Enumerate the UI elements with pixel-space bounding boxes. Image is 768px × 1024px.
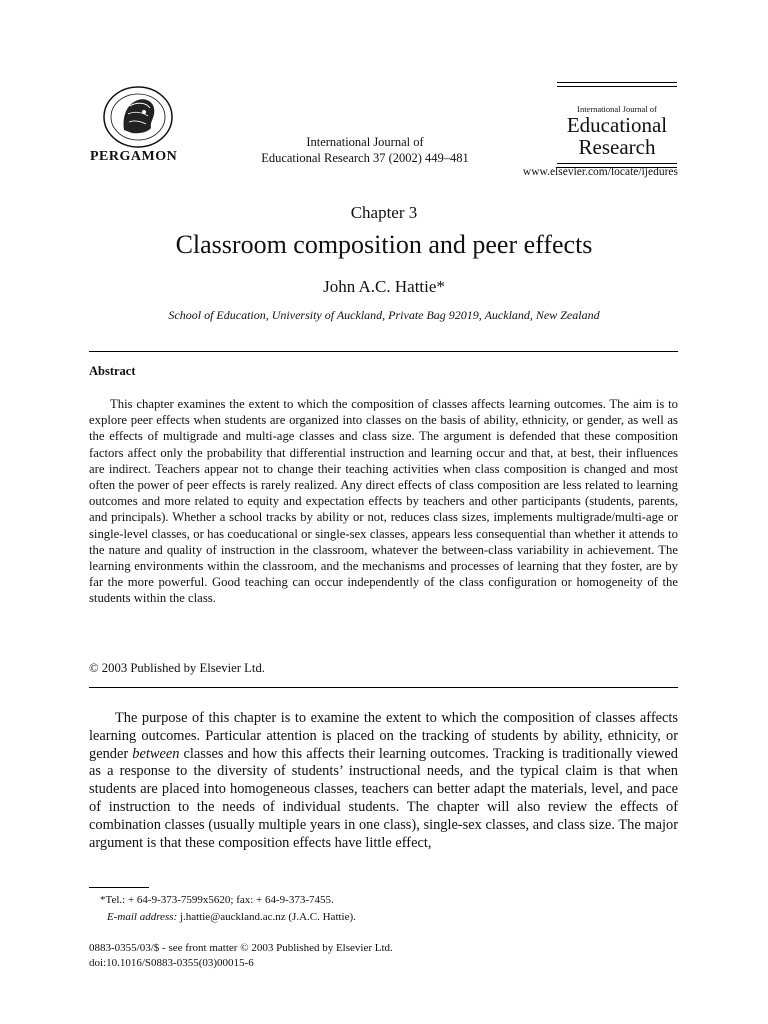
journal-ref-line1: International Journal of <box>306 135 424 149</box>
journal-url[interactable]: www.elsevier.com/locate/ijedures <box>522 166 678 178</box>
masthead-line1: Educational <box>566 113 668 137</box>
pergamon-logo-icon <box>96 84 180 150</box>
journal-masthead <box>557 82 677 168</box>
masthead-line2: Research <box>578 135 656 159</box>
email-label: E-mail address: <box>107 911 178 923</box>
body-text-part2: classes and how this affects their learning outcomes. Tracking is traditionally viewed as a response to the diversity of students’ instructional needs, and the typical claim is that when students are placed into homogeneous classes, teachers can better adapt the materials, level, and pace of instruction to the needs of individual students. The chapter will also review the effects of combination classes (usually multiple years in one class), single-sex classes, and class size. The major argument is that these composition effects have little effect, <box>89 745 678 851</box>
author-affiliation: School of Education, University of Auckland, Private Bag 92019, Auckland, New Zealand <box>168 308 600 322</box>
footnote-contact: *Tel.: + 64-9-373-7599x5620; fax: + 64-9-373-7455. <box>100 894 334 906</box>
publisher-name: PERGAMON <box>90 149 178 164</box>
journal-ref-line2: Educational Research 37 (2002) 449–481 <box>261 151 469 165</box>
footnote-email <box>107 911 356 923</box>
masthead-rule <box>557 86 677 87</box>
abstract-text: This chapter examines the extent to which the composition of classes affects learning outcomes. The aim is to explore peer effects when students are organized into classes on the basis of ability, ethnicity, or gender, as well as the effects of multigrade and multi-age classes and class size. The argument is defended that these composition factors affect only the probability that differential instruction and learning occur and that, at best, their influences are indirect. Teachers appear not to change their teaching activities when class composition is changed and most often the power of peer effects is rarely realized. Any direct effects of class composition are less related to learning outcomes and more related to equity and expectation effects by teachers and other participants (students, parents, and principals). Whether a school tracks by ability or not, reduces class sizes, implements multigrade/multi-age or single-level classes, or has coeducational or single-sex classes, appears less consequential than whether it attends to the nature and quality of instruction in the classroom, whatever the between-class variability in achievement. The learning environments within the classroom, and the mechanisms and processes of learning that they foster, are by far the more powerful. Good teaching can occur independently of the class configuration or homogeneity of the students within the class. <box>89 397 678 606</box>
divider <box>89 351 678 352</box>
masthead-rule <box>557 163 677 164</box>
footnote-rule <box>89 887 149 888</box>
paper-title: Classroom composition and peer effects <box>175 230 593 259</box>
email-address[interactable]: j.hattie@auckland.ac.nz (J.A.C. Hattie). <box>177 911 356 923</box>
masthead-rule <box>557 82 677 83</box>
body-text-part1: The purpose of this chapter is to examine the extent to which the composition of classes affects learning outcomes. Particular attention is placed on the tracking of students by ability, ethnicity, or gender <box>89 710 678 762</box>
body-paragraph <box>89 710 678 852</box>
abstract-heading: Abstract <box>89 364 136 378</box>
front-matter-line: 0883-0355/03/$ - see front matter © 2003 Published by Elsevier Ltd. <box>89 942 393 954</box>
abstract-copyright: © 2003 Published by Elsevier Ltd. <box>89 661 265 675</box>
masthead-small: International Journal of <box>577 104 657 114</box>
chapter-label: Chapter 3 <box>350 203 418 222</box>
journal-reference <box>240 134 490 166</box>
author-name: John A.C. Hattie* <box>323 277 445 296</box>
body-emphasis: between <box>132 745 180 762</box>
divider <box>89 687 678 688</box>
doi-line: doi:10.1016/S0883-0355(03)00015-6 <box>89 957 254 969</box>
